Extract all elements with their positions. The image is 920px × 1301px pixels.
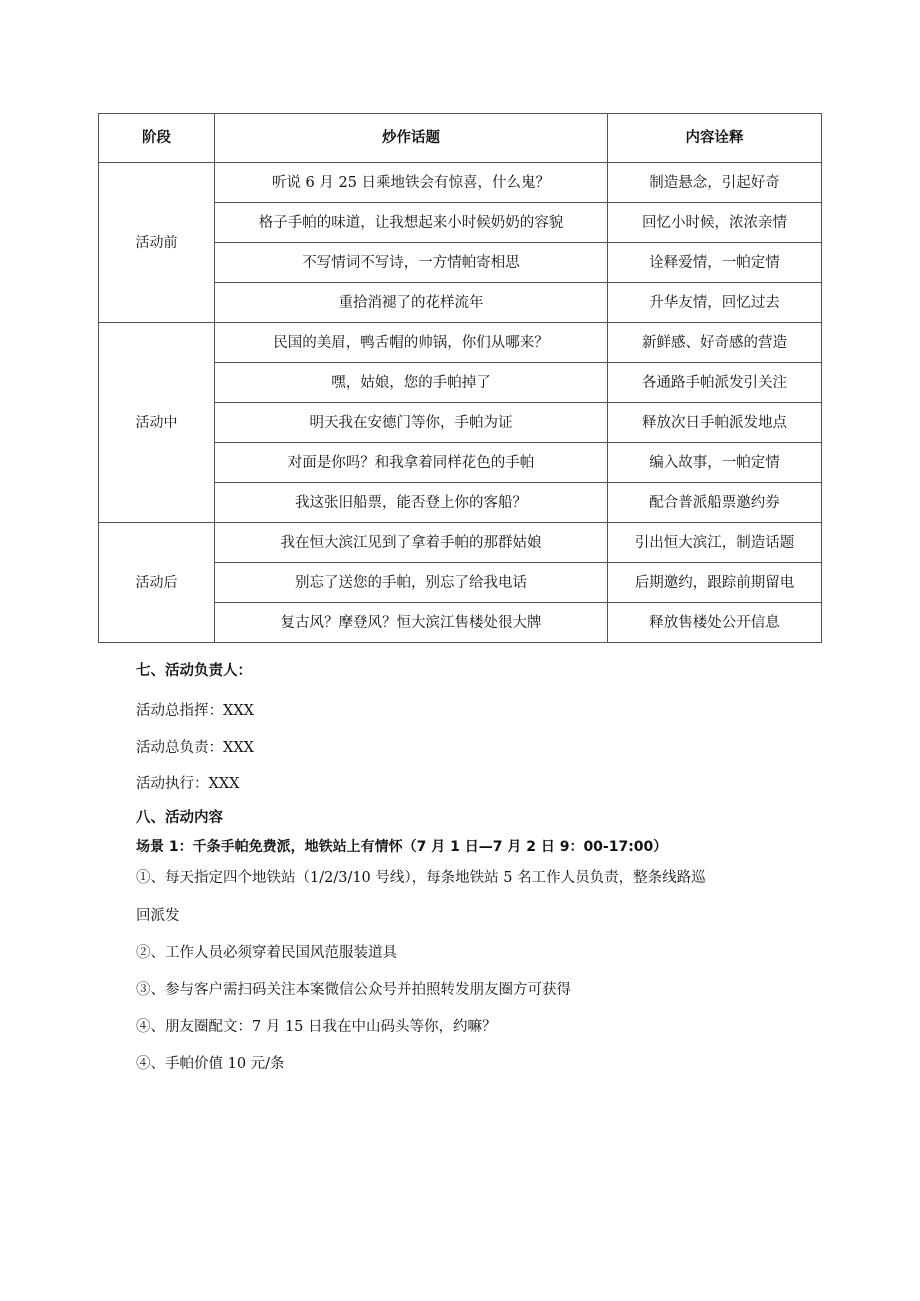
topic-cell: 对面是你吗？和我拿着同样花色的手帕 <box>215 443 608 483</box>
explain-cell: 释放售楼处公开信息 <box>608 603 822 643</box>
topic-cell: 别忘了送您的手帕，别忘了给我电话 <box>215 563 608 603</box>
stage-cell-before: 活动前 <box>99 163 215 323</box>
item5-line: ④、手帕价值 10 元/条 <box>136 1056 285 1072</box>
item3-line: ③、参与客户需扫码关注本案微信公众号并拍照转发朋友圈方可获得 <box>136 982 571 998</box>
topic-cell: 重拾消褪了的花样流年 <box>215 283 608 323</box>
section8-heading: 八、活动内容 <box>136 810 223 826</box>
table-row <box>99 163 822 203</box>
topic-cell: 嘿，姑娘，您的手帕掉了 <box>215 363 608 403</box>
section7-heading: 七、活动负责人： <box>136 663 252 679</box>
table-row <box>99 323 822 363</box>
explain-cell: 后期邀约，跟踪前期留电 <box>608 563 822 603</box>
explain-cell: 配合普派船票邀约券 <box>608 483 822 523</box>
topic-cell: 格子手帕的味道，让我想起来小时候奶奶的容貌 <box>215 203 608 243</box>
topic-cell: 明天我在安德门等你，手帕为证 <box>215 403 608 443</box>
explain-cell: 诠释爱情，一帕定情 <box>608 243 822 283</box>
explain-cell: 释放次日手帕派发地点 <box>608 403 822 443</box>
topic-cell: 听说 6 月 25 日乘地铁会有惊喜，什么鬼？ <box>215 163 608 203</box>
topic-cell: 我在恒大滨江见到了拿着手帕的那群姑娘 <box>215 523 608 563</box>
topic-cell: 我这张旧船票，能否登上你的客船？ <box>215 483 608 523</box>
stage-cell-after: 活动后 <box>99 523 215 643</box>
header-stage: 阶段 <box>99 114 215 163</box>
topic-cell: 复古风？摩登风？恒大滨江售楼处很大牌 <box>215 603 608 643</box>
explain-cell: 引出恒大滨江，制造话题 <box>608 523 822 563</box>
header-topic: 炒作话题 <box>215 114 608 163</box>
explain-cell: 各通路手帕派发引关注 <box>608 363 822 403</box>
explain-cell: 编入故事，一帕定情 <box>608 443 822 483</box>
commander-line: 活动总指挥：XXX <box>136 703 254 719</box>
explain-cell: 回忆小时候，浓浓亲情 <box>608 203 822 243</box>
stage-cell-during: 活动中 <box>99 323 215 523</box>
topic-cell: 民国的美眉，鸭舌帽的帅锅，你们从哪来？ <box>215 323 608 363</box>
item1-line1: ①、每天指定四个地铁站（1/2/3/10 号线），每条地铁站 5 名工作人员负责，整条线路巡 <box>136 870 706 886</box>
item4-line: ④、朋友圈配文：7 月 15 日我在中山码头等你，约嘛？ <box>136 1019 497 1035</box>
item2-line: ②、工作人员必须穿着民国风范服装道具 <box>136 945 397 961</box>
manager-line: 活动总负责：XXX <box>136 740 254 756</box>
topic-cell: 不写情词不写诗，一方情帕寄相思 <box>215 243 608 283</box>
topic-table <box>98 113 822 643</box>
explain-cell: 升华友情，回忆过去 <box>608 283 822 323</box>
executor-line: 活动执行：XXX <box>136 776 240 792</box>
item1-line2: 回派发 <box>136 908 180 924</box>
scene1-title: 场景 1：千条手帕免费派，地铁站上有情怀（7 月 1 日—7 月 2 日 9：00-17:00） <box>136 839 668 855</box>
header-explain: 内容诠释 <box>608 114 822 163</box>
table-row <box>99 523 822 563</box>
explain-cell: 制造悬念，引起好奇 <box>608 163 822 203</box>
table-header-row <box>99 114 822 163</box>
explain-cell: 新鲜感、好奇感的营造 <box>608 323 822 363</box>
